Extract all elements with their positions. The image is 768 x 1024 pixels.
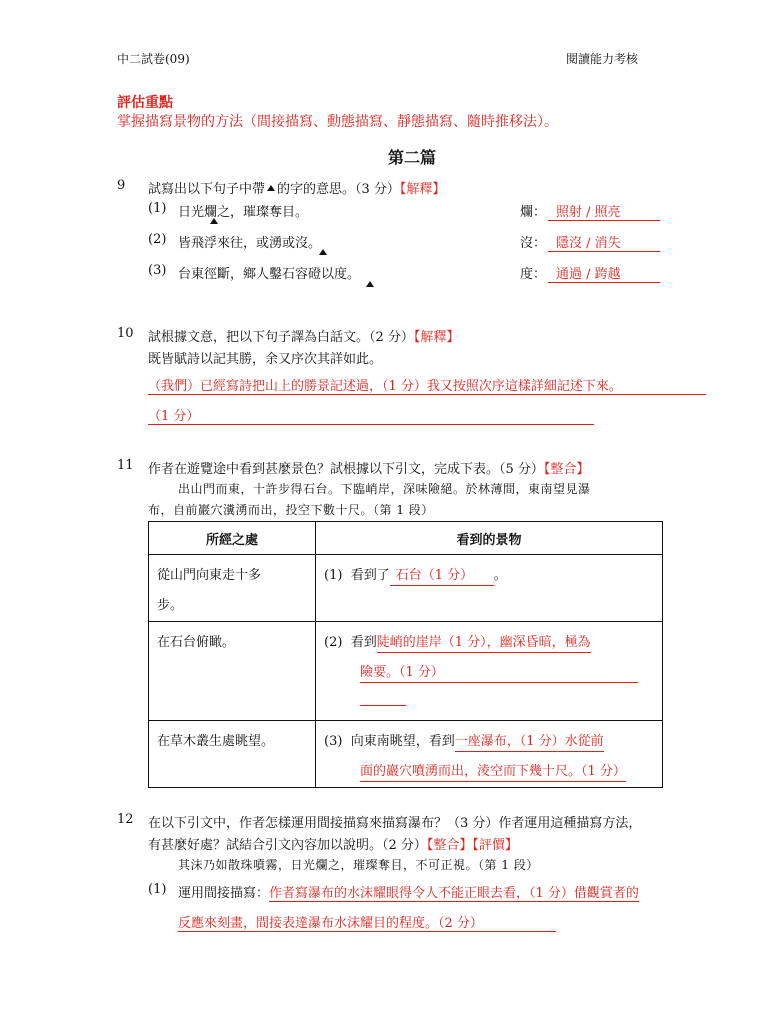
table-header-row [149, 522, 663, 555]
q12-item-label: 運用間接描寫： [178, 886, 270, 901]
row3-answer-line-2: 面的巖穴噴湧而出，淩空而下幾十尺。（1 分） [360, 763, 626, 782]
row2-answer-line-2: 險要。（1 分） [360, 664, 638, 683]
q12-prompt-text: 有甚麼好處？試結合引文內容加以說明。（2 分） [148, 838, 427, 853]
row3-answer-line-1: 一座瀑布，（1 分）水從前 [455, 733, 604, 752]
q11-quote-line-1: 出山門而東，十許步得石台。下臨峭岸，深味險絕。於林薄間，東南望見瀑 [178, 482, 591, 496]
q9-item-2-answer: 隱沒 / 消失 [548, 232, 660, 252]
caret-icon [366, 281, 374, 287]
q12-prompt-line-1: 在以下引文中，作者怎樣運用間接描寫來描寫瀑布？（3 分）作者運用這種描寫方法， [148, 816, 642, 831]
row2-place: 在石台俯瞰。 [157, 635, 236, 650]
row2-answer-line-3 [360, 691, 406, 706]
q10-number: 10 [117, 326, 134, 341]
q9-item-1-word: 爛： [520, 205, 547, 220]
q10-prompt [148, 326, 459, 345]
section-title: 第二篇 [388, 148, 437, 167]
row3-place: 在草木叢生處眺望。 [157, 734, 275, 749]
q12-prompt-line-2 [148, 834, 518, 853]
row3-num: (3) [324, 734, 343, 749]
q12-answer-line-1 [178, 882, 639, 902]
header-right: 閱讀能力考核 [566, 52, 639, 66]
q9-tag: 【解釋】 [399, 182, 446, 197]
row2-answer-line-1: 陡峭的崖岸（1 分），幽深昏暗，極為 [377, 634, 591, 653]
q12-answer-2: 反應來刻畫，間接表達瀑布水沫耀目的程度。（2 分） [178, 912, 556, 932]
q9-prompt [148, 178, 445, 197]
row1-place-line-1: 從山門向東走十多 [157, 568, 262, 583]
scenery-table [148, 521, 663, 788]
table-cell-scenery [316, 721, 663, 788]
row1-place-line-2: 步。 [157, 598, 184, 613]
q10-answer-line-2: （1 分） [148, 405, 594, 425]
table-cell-scenery [316, 622, 663, 721]
q9-item-1-num: (1) [148, 201, 167, 216]
focus-title: 評估重點 [117, 95, 173, 111]
q10-answer-line-1: （我們）已經寫詩把山上的勝景記述過，（1 分）我又按照次序這樣詳細記述下來。 [148, 375, 706, 395]
q9-item-3-answer: 通過 / 跨越 [548, 263, 660, 283]
table-cell-place [149, 622, 316, 721]
table-cell-place [149, 721, 316, 788]
row1-pre: 看到了 [350, 568, 390, 583]
header-left: 中二試卷(09) [117, 52, 190, 66]
q9-item-2-text: 皆飛浮來往，或湧或沒。 [178, 236, 322, 251]
table-cell-place [149, 555, 316, 622]
q12-quote: 其沫乃如散珠噴霧，日光爛之，璀璨奪目，不可正視。（第 1 段） [178, 858, 539, 872]
row3-pre: 向東南眺望，看到 [350, 734, 455, 749]
q9-item-3-num: (3) [148, 263, 167, 278]
q9-item-2-num: (2) [148, 232, 167, 247]
q9-item-1-text: 日光爛之，璀璨奪目。 [178, 205, 309, 220]
table-row [149, 622, 663, 721]
q11-number: 11 [117, 458, 134, 473]
table-cell-scenery [316, 555, 663, 622]
table-row [149, 721, 663, 788]
row2-num: (2) [324, 635, 343, 650]
focus-text: 掌握描寫景物的方法（間接描寫、動態描寫、靜態描寫、隨時推移法）。 [117, 114, 558, 130]
q9-item-3-text: 台東徑斷，鄉人鑿石容磴以度。 [178, 267, 361, 282]
caret-icon [319, 249, 327, 255]
q11-tag: 【整合】 [543, 462, 590, 477]
table-header-place: 所經之處 [149, 522, 316, 555]
table-row [149, 555, 663, 622]
q9-item-1-answer: 照射 / 照亮 [548, 201, 660, 221]
q12-number: 12 [117, 812, 134, 827]
q12-item-num: (1) [148, 882, 167, 897]
q12-answer-1: 作者寫瀑布的水沫耀眼得令人不能正眼去看，（1 分）借觀賞者的 [269, 882, 639, 902]
table-header-scenery: 看到的景物 [316, 522, 663, 555]
q11-prompt-text: 作者在遊覽途中看到甚麼景色？試根據以下引文，完成下表。（5 分） [148, 462, 544, 477]
q9-prompt-text-a: 試寫出以下句子中帶 [148, 182, 266, 197]
row2-pre: 看到 [350, 635, 377, 650]
q10-sentence: 既皆賦詩以記其勝，余又序次其詳如此。 [148, 352, 383, 367]
q9-item-3-word: 度： [520, 267, 547, 282]
row1-post: 。 [493, 568, 507, 583]
q9-item-2-word: 沒： [520, 236, 547, 251]
q12-tag: 【整合】【評價】 [426, 838, 518, 853]
q11-quote-line-2: 布，自前巖穴瀵湧而出，投空下數十尺。（第 1 段） [148, 503, 434, 517]
q10-tag: 【解釋】 [413, 330, 460, 345]
q9-number: 9 [117, 178, 126, 193]
q10-prompt-text: 試根據文意，把以下句子譯為白話文。（2 分） [148, 330, 414, 345]
q11-prompt [148, 458, 589, 477]
row1-answer: 石台（1 分） [390, 567, 494, 586]
row1-num: (1) [324, 568, 343, 583]
caret-icon [210, 218, 218, 224]
q9-prompt-text-b: 的字的意思。（3 分） [277, 182, 400, 197]
